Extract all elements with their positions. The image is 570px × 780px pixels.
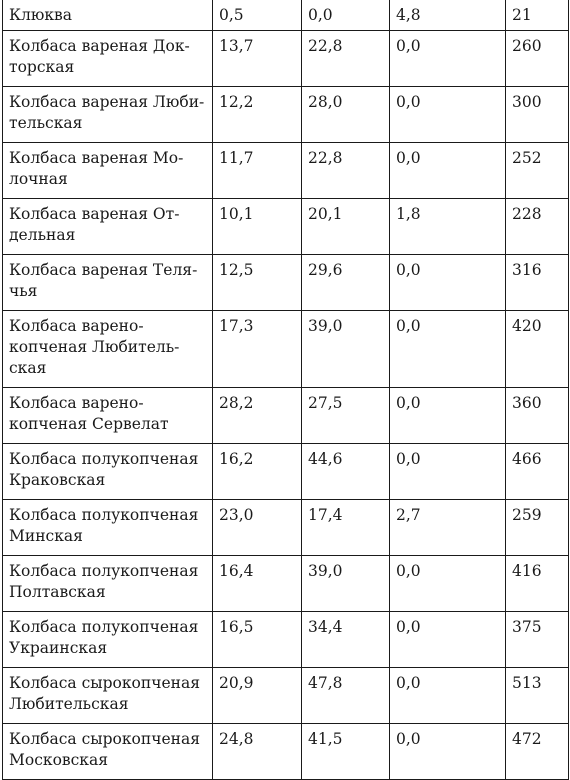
table-row — [3, 444, 569, 500]
product-name-cell: Колбаса сырокопченая Московская — [3, 724, 213, 780]
table-row — [3, 612, 569, 668]
carbs-cell: 0,0 — [390, 444, 506, 500]
fat-cell: 39,0 — [302, 556, 390, 612]
protein-cell: 24,8 — [213, 724, 302, 780]
protein-cell: 13,7 — [213, 31, 302, 87]
kcal-cell: 513 — [506, 668, 569, 724]
kcal-cell: 375 — [506, 612, 569, 668]
product-name-cell: Колбаса сырокопченая Любительская — [3, 668, 213, 724]
fat-cell: 41,5 — [302, 724, 390, 780]
protein-cell: 10,1 — [213, 199, 302, 255]
product-name-cell: Клюква — [3, 0, 213, 31]
fat-cell: 0,0 — [302, 0, 390, 31]
protein-cell: 0,5 — [213, 0, 302, 31]
kcal-cell: 259 — [506, 500, 569, 556]
fat-cell: 28,0 — [302, 87, 390, 143]
table-row — [3, 311, 569, 388]
carbs-cell: 0,0 — [390, 612, 506, 668]
product-name-cell: Колбаса вареная Люби- тельская — [3, 87, 213, 143]
kcal-cell: 420 — [506, 311, 569, 388]
fat-cell: 22,8 — [302, 143, 390, 199]
table-row — [3, 500, 569, 556]
kcal-cell: 360 — [506, 388, 569, 444]
carbs-cell: 4,8 — [390, 0, 506, 31]
table-row — [3, 556, 569, 612]
carbs-cell: 0,0 — [390, 31, 506, 87]
carbs-cell: 0,0 — [390, 255, 506, 311]
product-name-cell: Колбаса полукопченая Полтавская — [3, 556, 213, 612]
carbs-cell: 0,0 — [390, 143, 506, 199]
fat-cell: 29,6 — [302, 255, 390, 311]
product-name-cell: Колбаса вареная Док- торская — [3, 31, 213, 87]
kcal-cell: 252 — [506, 143, 569, 199]
kcal-cell: 300 — [506, 87, 569, 143]
protein-cell: 12,5 — [213, 255, 302, 311]
carbs-cell: 0,0 — [390, 724, 506, 780]
table-row — [3, 199, 569, 255]
table-row — [3, 0, 569, 31]
fat-cell: 44,6 — [302, 444, 390, 500]
carbs-cell: 0,0 — [390, 388, 506, 444]
table-row — [3, 87, 569, 143]
kcal-cell: 416 — [506, 556, 569, 612]
table-row — [3, 31, 569, 87]
kcal-cell: 228 — [506, 199, 569, 255]
protein-cell: 23,0 — [213, 500, 302, 556]
protein-cell: 28,2 — [213, 388, 302, 444]
kcal-cell: 472 — [506, 724, 569, 780]
fat-cell: 34,4 — [302, 612, 390, 668]
product-name-cell: Колбаса вареная Теля- чья — [3, 255, 213, 311]
product-name-cell: Колбаса полукопченая Краковская — [3, 444, 213, 500]
product-name-cell: Колбаса варено- копченая Сервелат — [3, 388, 213, 444]
carbs-cell: 2,7 — [390, 500, 506, 556]
product-name-cell: Колбаса вареная Мо- лочная — [3, 143, 213, 199]
table-row — [3, 388, 569, 444]
fat-cell: 39,0 — [302, 311, 390, 388]
product-name-cell: Колбаса вареная От- дельная — [3, 199, 213, 255]
kcal-cell: 260 — [506, 31, 569, 87]
protein-cell: 12,2 — [213, 87, 302, 143]
fat-cell: 47,8 — [302, 668, 390, 724]
fat-cell: 17,4 — [302, 500, 390, 556]
carbs-cell: 1,8 — [390, 199, 506, 255]
fat-cell: 22,8 — [302, 31, 390, 87]
protein-cell: 20,9 — [213, 668, 302, 724]
protein-cell: 11,7 — [213, 143, 302, 199]
protein-cell: 17,3 — [213, 311, 302, 388]
kcal-cell: 466 — [506, 444, 569, 500]
carbs-cell: 0,0 — [390, 87, 506, 143]
protein-cell: 16,4 — [213, 556, 302, 612]
fat-cell: 20,1 — [302, 199, 390, 255]
table-row — [3, 255, 569, 311]
table-row — [3, 724, 569, 780]
product-name-cell: Колбаса полукопченая Минская — [3, 500, 213, 556]
kcal-cell: 316 — [506, 255, 569, 311]
protein-cell: 16,5 — [213, 612, 302, 668]
product-name-cell: Колбаса полукопченая Украинская — [3, 612, 213, 668]
fat-cell: 27,5 — [302, 388, 390, 444]
kcal-cell: 21 — [506, 0, 569, 31]
protein-cell: 16,2 — [213, 444, 302, 500]
carbs-cell: 0,0 — [390, 311, 506, 388]
carbs-cell: 0,0 — [390, 668, 506, 724]
nutrition-table — [2, 0, 569, 780]
product-name-cell: Колбаса варено- копченая Любитель- ская — [3, 311, 213, 388]
table-row — [3, 668, 569, 724]
carbs-cell: 0,0 — [390, 556, 506, 612]
table-row — [3, 143, 569, 199]
